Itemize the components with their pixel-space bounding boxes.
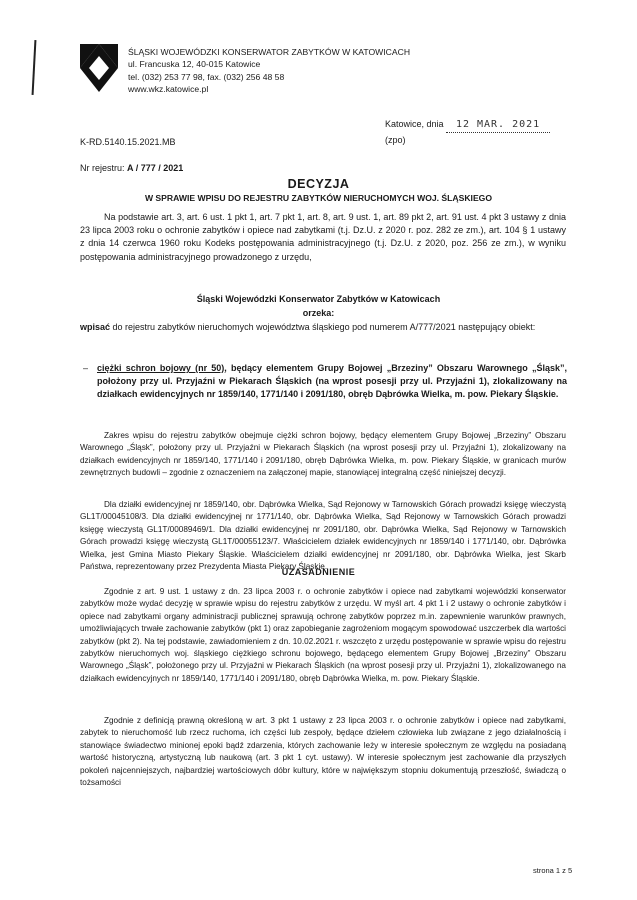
decision-text [80,321,566,334]
ownership-paragraph: Dla działki ewidencyjnej nr 1859/140, obr. Dąbrówka Wielka, Sąd Rejonowy w Tarnowskich Górach prowadzi księgę wieczystą GL1T/00045108/3. Dla działki ewidencyjnej nr 1771/140, obr. Dąbrówka Wielka, Sąd Rejonowy w Tarnowskich Górach prowadzi księgę wieczystą GL1T/00089469/1. Dla działki ewidencyjnej nr 2091/180, obr. Dąbrówka Wielka, Sąd Rejonowy w Tarnowskich Górach prowadzi księgę wieczystą GL1T/00055123/7. Właścicielem działek ewidencyjnych nr 1859/140 i 1771/140, obr. Dąbrówka Wielka, jest Gmina Miasto Piekary Śląskie. Właścicielem działki ewidencyjnej nr 2091/180, obr. Dąbrówka Wielka, jest Skarb Państwa, reprezentowany przez Prezydenta Miasta Piekary Śląskie. [80,500,566,572]
authority-name: Śląski Wojewódzki Konserwator Zabytków w Katowicach [196,294,441,304]
legal-basis: Na podstawie art. 3, art. 6 ust. 1 pkt 1, art. 7 pkt 1, art. 8, art. 9 ust. 1, art. 89 pkt 2, art. 91 ust. 4 pkt 3 ustawy z dnia 23 lipca 2003 roku o ochronie zabytków i opiece nad zabytkami (t.j. Dz.U. z 2020 r. poz. 282 ze zm.), art. 104 § 1 ustawy z dnia 14 czerwca 1960 roku Kodeks postępowania administracyjnego (t.j. Dz.U. z 2020, poz. 256 ze zm.), w wyniku postępowania administracyjnego prowadzonego z urzędu, [80,212,566,262]
date-prefix: Katowice, dnia [385,119,444,129]
register-value: A / 777 / 2021 [127,163,184,173]
date-note: (zpo) [385,135,406,145]
register-number [80,163,183,173]
page-number: strona 1 z 5 [533,866,573,875]
date-stamp: 12 MAR. 2021 [455,119,541,130]
office-phone: tel. (032) 253 77 98, fax. (032) 256 48 58 [128,71,285,82]
register-label: Nr rejestru: [80,163,125,173]
scope-paragraph: Zakres wpisu do rejestru zabytków obejmuje ciężki schron bojowy, będący elementem Grupy Bojowej „Brzeziny” Obszaru Warownego „Śląsk”, położony przy ul. Przyjaźni w Piekarach Śląskich (na wprost posesji przy ul. Przyjaźni 1), zlokalizowany na działkach ewidencyjnych nr 1859/140, 1771/140 i 2091/180, obręb Dąbrówka Wielka, m. pow. Piekary Śląskie, w granicach murów zewnętrznych budowli – zgodnie z oznaczeniem na załączonej mapie, stanowiącej integralną część niniejszej decyzji. [80,431,566,478]
object-item [83,362,567,402]
justification-heading: UZASADNIENIE [281,567,356,577]
margin-mark [32,40,36,95]
date-block [385,117,550,147]
decision-body: do rejestru zabytków nieruchomych województwa śląskiego pod numerem A/777/2021 następujący obiekt: [110,322,536,332]
rules-heading: orzeka: [302,308,335,318]
document-subtitle: W SPRAWIE WPISU DO REJESTRU ZABYTKÓW NIERUCHOMYCH WOJ. ŚLĄSKIEGO [144,193,493,203]
office-name: ŚLĄSKI WOJEWÓDZKI KONSERWATOR ZABYTKÓW W KATOWICACH [128,47,411,57]
case-number: K-RD.5140.15.2021.MB [80,137,176,147]
justification-paragraph-1: Zgodnie z art. 9 ust. 1 ustawy z dn. 23 lipca 2003 r. o ochronie zabytków i opiece nad zabytkami wojewódzki konserwator zabytków może wydać decyzję w sprawie wpisu do rejestru zabytków z urzędu. W myśl art. 4 pkt 1 i 2 ustawy o ochronie zabytków i opiece nad zabytkami organy administracji publicznej sprawują ochronę zabytków poprzez m.in. zapewnienie warunków prawnych, umożliwiających trwałe zachowanie zabytków (pkt 1) oraz zapobieganie zagrożeniom mogącym spowodować uszczerbek dla wartości zabytków (pkt 2). Na tej podstawie, zawiadomieniem z dn. 10.02.2021 r. wszczęto z urzędu postępowanie w sprawie wpisu do rejestru zabytków nieruchomych woj. śląskiego ciężkiego schronu bojowego, będącego elementem Grupy Bojowej „Brzeziny” Obszaru Warownego „Śląsk”, położonego przy ul. Przyjaźni w Piekarach Śląskich (na wprost posesji przy ul. Przyjaźni 1), zlokalizowanego na działkach ewidencyjnych nr 1859/140, 1771/140 i 2091/180, obręb Dąbrówka Wielka, m. pow. Piekary Śląskie. [80,587,566,683]
document-title: DECYZJA [287,177,350,191]
dash-bullet: – [83,363,89,373]
office-website: www.wkz.katowice.pl [128,84,209,95]
object-name: ciężki schron bojowy (nr 50) [97,363,225,373]
office-logo [80,44,118,92]
object-description: , będący elementem Grupy Bojowej „Brzeziny” Obszaru Warownego „Śląsk”, położony przy ul. Przyjaźni w Piekarach Śląskich (na wprost posesji przy ul. Przyjaźni 1), zlokalizowany na działkach ewidencyjnych nr 1859/140, 1771/140 i 2091/180, obręb Dąbrówka Wielka, m. pow. Piekary Śląskie. [97,363,567,400]
letterhead [128,46,410,96]
office-address: ul. Francuska 12, 40-015 Katowice [128,59,261,70]
decision-lead: wpisać [80,322,111,332]
justification-paragraph-2: Zgodnie z definicją prawną określoną w art. 3 pkt 1 ustawy z 23 lipca 2003 r. o ochronie zabytków i opiece nad zabytkami, zabytek to nieruchomość lub rzecz ruchoma, ich części lub zespoły, będące dziełem człowieka lub związane z jego działalnością i stanowiące świadectwo minionej epoki bądź zdarzenia, których zachowanie leży w interesie społecznym ze względu na posiadaną wartość historyczną, artystyczną lub naukową (art. 3 pkt 1 cyt. ustawy). W interesie społecznym jest zachowanie dla przyszłych pokoleń najcenniejszych, najbardziej wartościowych dóbr kultury, które w największym stopniu dokumentują przeszłość, świadczą o tożsamości [80,716,566,788]
